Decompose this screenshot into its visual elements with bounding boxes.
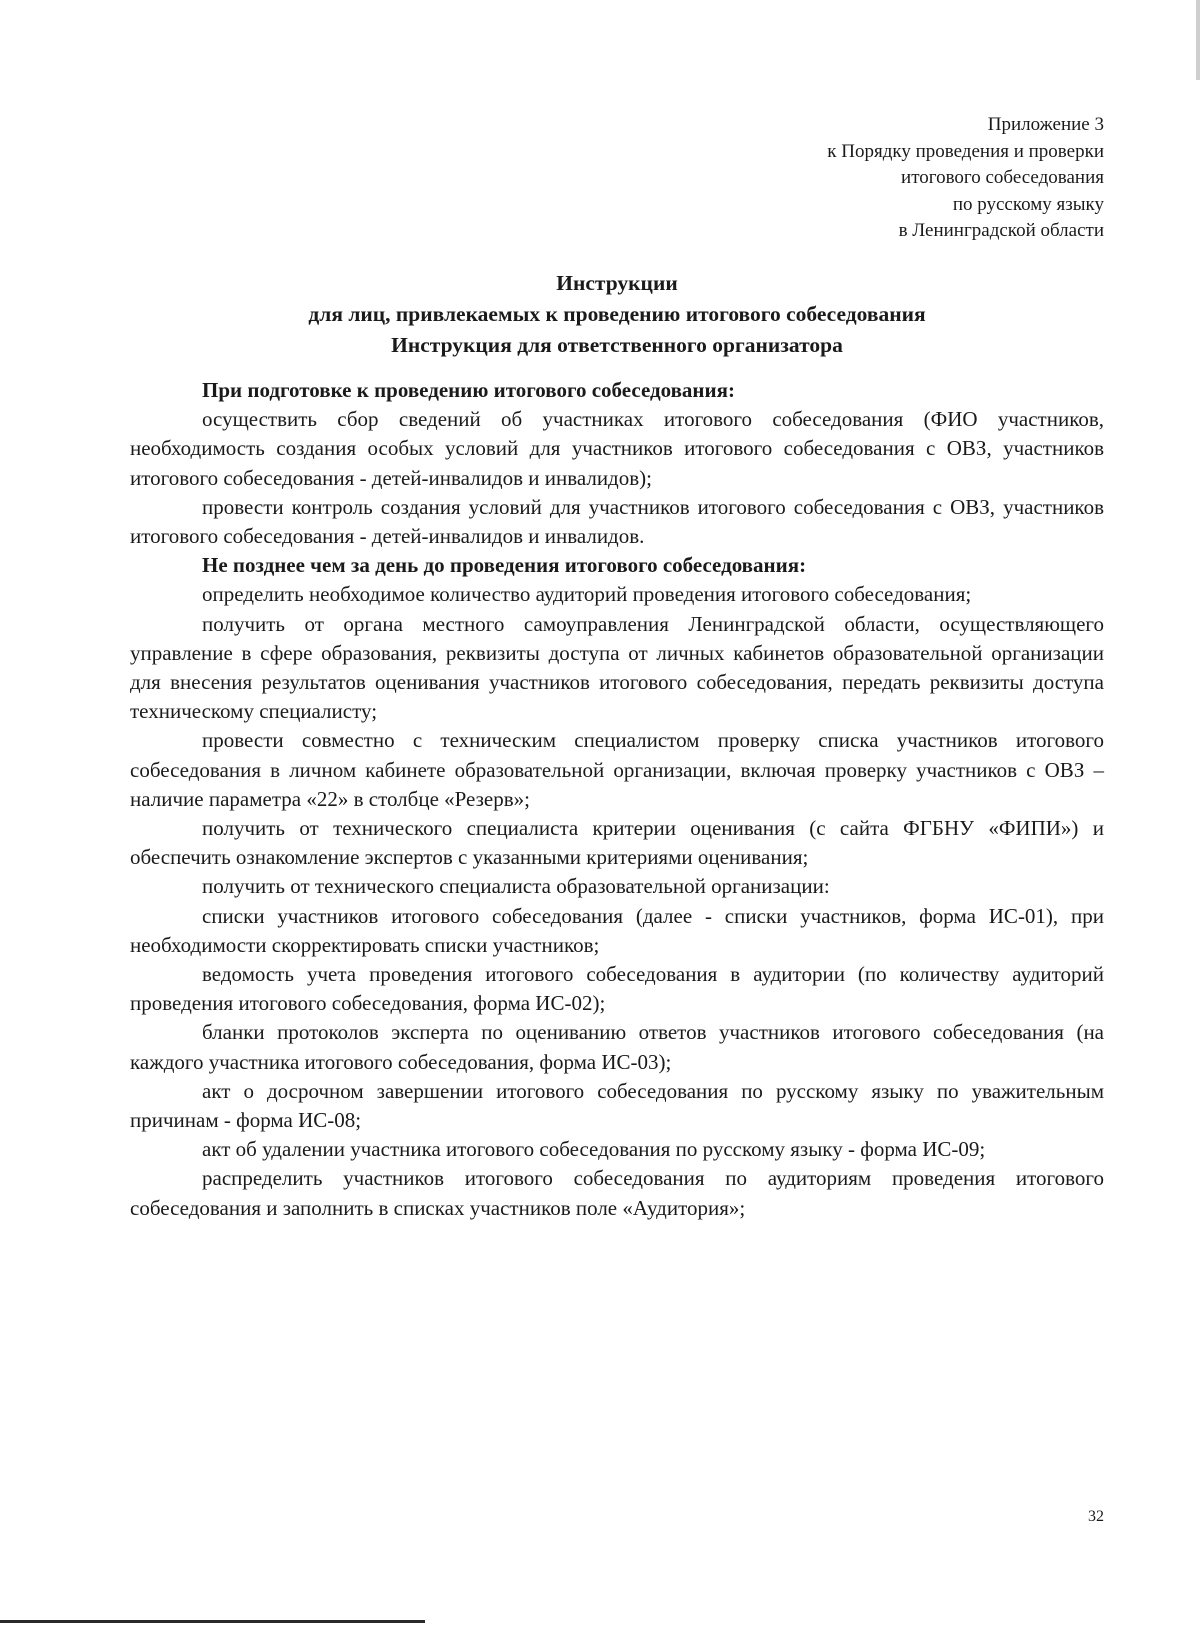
page-number: 32 <box>1088 1508 1104 1525</box>
title-line-1: Инструкции <box>556 271 678 295</box>
title-line-2: для лиц, привлекаемых к проведению итогового собеседования <box>308 302 926 326</box>
paragraph: определить необходимое количество аудиторий проведения итогового собеседования; <box>202 582 972 607</box>
scan-edge-line <box>0 1620 425 1623</box>
paragraph: ведомость учета проведения итогового собеседования в аудитории (по количеству аудиторий проведения итогового собеседования, форма ИС-02); <box>130 962 1104 1016</box>
appendix-line: по русскому языку <box>952 193 1104 215</box>
paragraph: акт о досрочном завершении итогового собеседования по русскому языку по уважительным причинам - форма ИС-08; <box>130 1078 1104 1133</box>
appendix-line: к Порядку проведения и проверки <box>827 140 1104 162</box>
appendix-reference <box>827 112 1104 245</box>
section-heading-preparation: При подготовке к проведению итогового собеседования: <box>202 378 735 402</box>
paragraph: получить от органа местного самоуправления Ленинградской области, осуществляющего управление в сфере образования, реквизиты доступа от личных кабинетов образовательной организации для внесения результатов оценивания участников итогового собеседования, передать реквизиты доступа техническому специалисту; <box>130 611 1104 724</box>
paragraph: списки участников итогового собеседования (далее - списки участников, форма ИС-01), при необходимости скорректировать списки участников; <box>130 903 1104 957</box>
paragraph: бланки протоколов эксперта по оцениванию ответов участников итогового собеседования (на каждого участника итогового собеседования, форма ИС-03); <box>130 1020 1104 1074</box>
title-line-3: Инструкция для ответственного организатора <box>391 333 843 357</box>
paragraph: акт об удалении участника итогового собеседования по русскому языку - форма ИС-09; <box>202 1137 986 1162</box>
appendix-line: итогового собеседования <box>901 167 1104 188</box>
scan-edge-mark <box>1196 0 1200 80</box>
paragraph: осуществить сбор сведений об участниках итогового собеседования (ФИО участников, необходимость создания особых условий для участников итогового собеседования с ОВЗ, участников итогового собеседования - детей-инвалидов и инвалидов); <box>130 407 1104 490</box>
document-title <box>130 268 1104 361</box>
section-heading-day-before: Не позднее чем за день до проведения итогового собеседования: <box>202 553 807 578</box>
paragraph: получить от технического специалиста образовательной организации: <box>202 874 830 899</box>
paragraph: распределить участников итогового собеседования по аудиториям проведения итогового собеседования и заполнить в списках участников поле «Аудитория»; <box>130 1166 1104 1220</box>
document-body <box>130 376 1104 1223</box>
appendix-line: в Ленинградской области <box>898 220 1104 241</box>
appendix-line: Приложение 3 <box>987 114 1104 135</box>
paragraph: получить от технического специалиста критерии оценивания (с сайта ФГБНУ «ФИПИ») и обеспечить ознакомление экспертов с указанными критериями оценивания; <box>130 816 1104 870</box>
paragraph: провести совместно с техническим специалистом проверку списка участников итогового собеседования в личном кабинете образовательной организации, включая проверку участников с ОВЗ – наличие параметра «22» в столбце «Резерв»; <box>130 728 1104 811</box>
paragraph: провести контроль создания условий для участников итогового собеседования с ОВЗ, участников итогового собеседования - детей-инвалидов и инвалидов. <box>130 494 1104 549</box>
